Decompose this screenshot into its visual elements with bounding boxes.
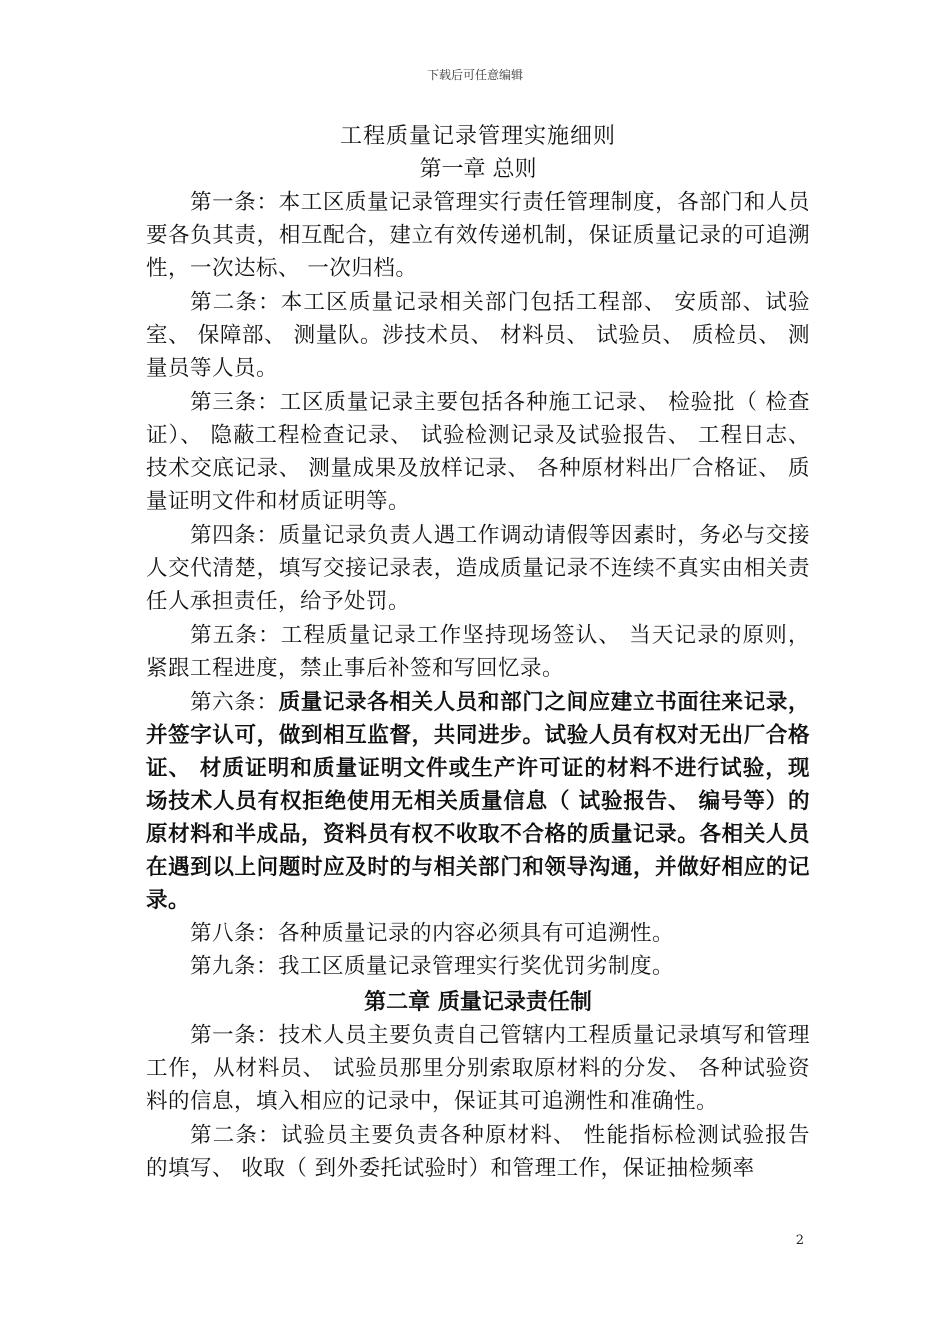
article-text: 质量记录各相关人员和部门之间应建立书面往来记录，并签字认可，做到相互监督，共同进步。试验人员有权对无出厂合格证、 材质证明和质量证明文件或生产许可证的材料不进行试验，现场技术人员有权拒绝使用无相关质量信息（ 试验报告、 编号等）的原材料和半成品，资料员有权不收取不合格的质量记录。各相关人员在遇到以上问题时应及时的与相关部门和领导沟通，并做好相应的记录。 (146, 690, 810, 913)
article-label: 第一条： (190, 190, 279, 215)
chapter-1-heading: 第一章 总则 (419, 157, 537, 182)
article-text: 试验员主要负责各种原材料、 性能指标检测试验报告的填写、 收取（ 到外委托试验时）和管理工作，保证抽检频率 (146, 1123, 810, 1181)
article-paragraph (146, 1019, 810, 1118)
article-label: 第三条： (190, 390, 280, 415)
article-label: 第五条： (190, 623, 281, 648)
article-text: 本工区质量记录管理实行责任管理制度，各部门和人员要各负其责，相互配合，建立有效传递机制，保证质量记录的可追溯性，一次达标、 一次归档。 (146, 190, 810, 281)
article-label: 第二条： (190, 1123, 281, 1148)
article-label: 第一条： (190, 1023, 279, 1048)
article-paragraph-bold (146, 686, 810, 917)
article-paragraph (146, 619, 810, 685)
article-text: 工程质量记录工作坚持现场签认、 当天记录的原则， 紧跟工程进度，禁止事后补签和写回忆录。 (146, 623, 810, 681)
article-paragraph (146, 519, 810, 618)
article-text: 工区质量记录主要包括各种施工记录、 检验批（ 检查证）、 隐蔽工程检查记录、 试验检测记录及试验报告、 工程日志、 技术交底记录、 测量成果及放样记录、 各种原材料出厂合格证、 质量证明文件和材质证明等。 (146, 390, 810, 514)
article-label: 第九条： (190, 954, 279, 979)
page-header-note: 下载后可任意编辑 (426, 68, 523, 82)
page-number: 2 (795, 1233, 804, 1248)
article-paragraph (146, 950, 810, 983)
article-label: 第六条： (190, 690, 279, 715)
article-text: 技术人员主要负责自己管辖内工程质量记录填写和管理工作，从材料员、 试验员那里分别索取原材料的分发、 各种试验资料的信息，填入相应的记录中，保证其可追溯性和准确性。 (146, 1023, 810, 1114)
article-label: 第四条： (190, 523, 279, 548)
article-paragraph (146, 917, 810, 950)
document-title: 工程质量记录管理实施细则 (339, 124, 616, 149)
document-body (146, 120, 810, 1185)
article-text: 各种质量记录的内容必须具有可追溯性。 (278, 921, 675, 946)
article-text: 我工区质量记录管理实行奖优罚劣制度。 (278, 954, 675, 979)
article-paragraph (146, 186, 810, 285)
article-text: 本工区质量记录相关部门包括工程部、 安质部、试验室、 保障部、 测量队。涉技术员、 材料员、 试验员、 质检员、 测量员等人员。 (146, 290, 810, 381)
article-label: 第二条： (190, 290, 281, 315)
article-paragraph (146, 1119, 810, 1185)
article-text: 质量记录负责人遇工作调动请假等因素时，务必与交接人交代清楚，填写交接记录表，造成质量记录不连续不真实由相关责任人承担责任，给予处罚。 (146, 523, 810, 614)
article-paragraph (146, 286, 810, 385)
article-paragraph (146, 386, 810, 518)
chapter-2-heading: 第二章 质量记录责任制 (364, 990, 592, 1015)
article-label: 第八条： (190, 921, 279, 946)
